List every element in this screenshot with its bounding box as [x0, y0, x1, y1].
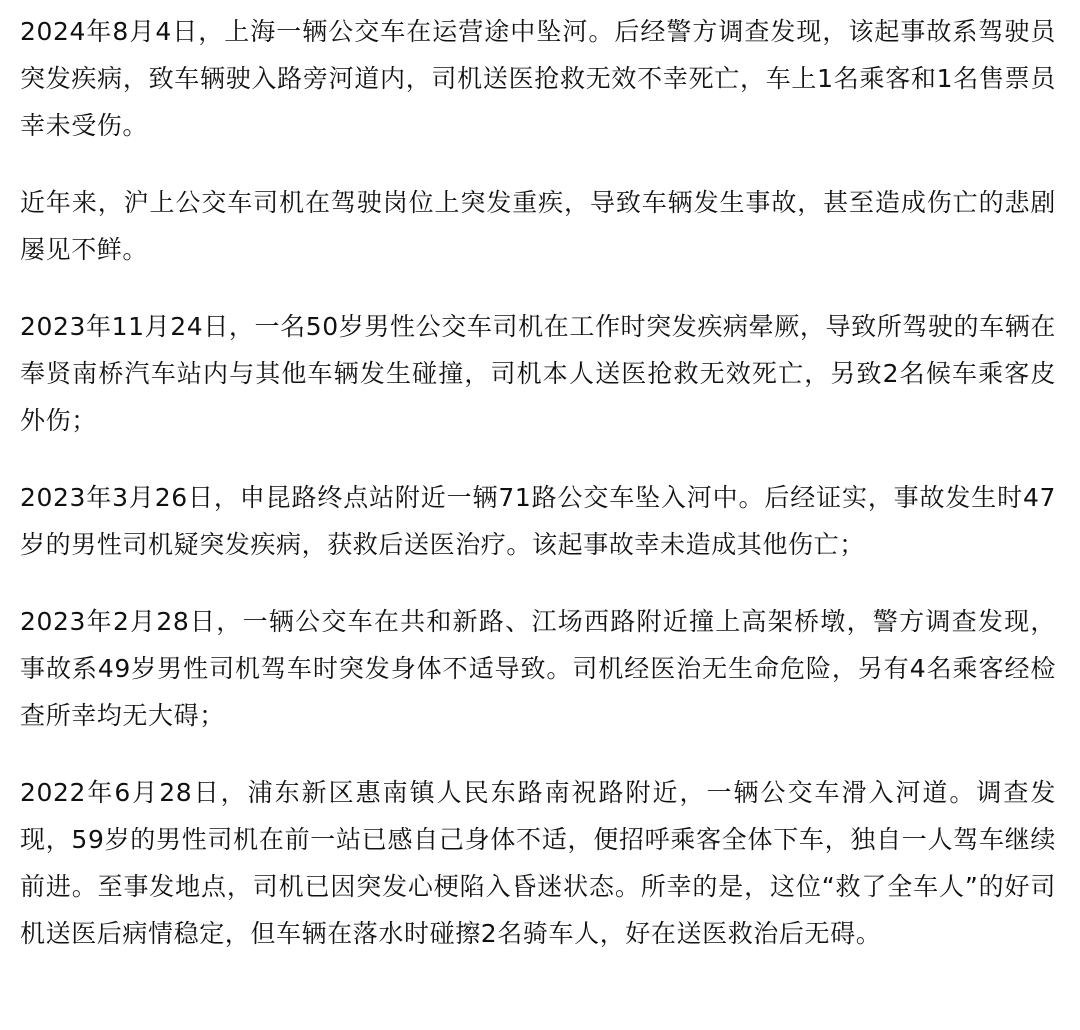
paragraph-huinan-2022-06: 2022年6月28日，浦东新区惠南镇人民东路南祝路附近，一辆公交车滑入河道。调查发现，59岁的男性司机在前一站已感自己身体不适，便招呼乘客全体下车，独自一人驾车继续前进。至事发地点，司机已因突发心梗陷入昏迷状态。所幸的是，这位“救了全车人”的好司机送医后病情稳定，但车辆在落水时碰擦2名骑车人，好在送医救治后无碍。: [20, 778, 1056, 948]
paragraph-summary: 近年来，沪上公交车司机在驾驶岗位上突发重疾，导致车辆发生事故，甚至造成伤亡的悲剧屡见不鲜。: [20, 188, 1056, 264]
paragraph-shanghai-bus-2024: 2024年8月4日，上海一辆公交车在运营途中坠河。后经警方调查发现，该起事故系驾驶员突发疾病，致车辆驶入路旁河道内，司机送医抢救无效不幸死亡，车上1名乘客和1名售票员幸未受伤。: [20, 17, 1056, 140]
paragraph-shenkun-road-2023-03: 2023年3月26日，申昆路终点站附近一辆71路公交车坠入河中。后经证实，事故发生时47岁的男性司机疑突发疾病，获救后送医治疗。该起事故幸未造成其他伤亡；: [20, 483, 1056, 559]
paragraph-fengxian-2023-11: 2023年11月24日，一名50岁男性公交车司机在工作时突发疾病晕厥，导致所驾驶的车辆在奉贤南桥汽车站内与其他车辆发生碰撞，司机本人送医抢救无效死亡，另致2名候车乘客皮外伤；: [20, 312, 1056, 435]
paragraph-gonghe-road-2023-02: 2023年2月28日，一辆公交车在共和新路、江场西路附近撞上高架桥墩，警方调查发现，事故系49岁男性司机驾车时突发身体不适导致。司机经医治无生命危险，另有4名乘客经检查所幸均无大碍；: [20, 607, 1056, 730]
